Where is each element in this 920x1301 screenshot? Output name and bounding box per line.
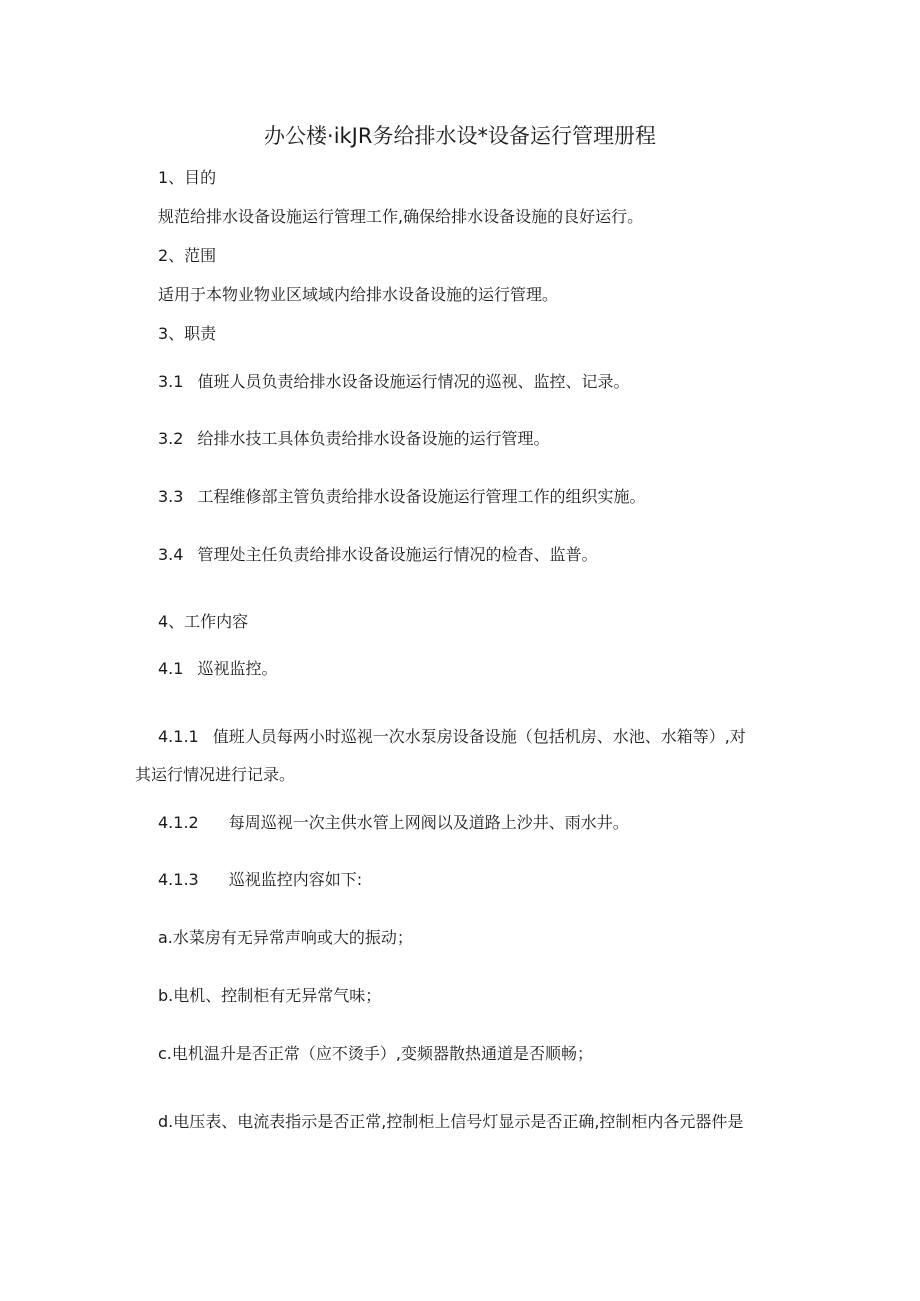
duty-text: 管理处主任负责给排水设备设施运行情况的检杳、监普。 <box>197 545 598 564</box>
duty-text: 值班人员负责给排水设备设施运行情况的巡视、监控、记录。 <box>197 372 630 391</box>
work-text: 值班人员每两小时巡视一次水泵房设备设施（包括机房、水池、水箱等）,对 <box>212 727 746 746</box>
check-item-d: d.电压表、电流表指示是否正常,控制柜上信号灯显示是否正确,控制柜内各元器件是 <box>158 1112 744 1131</box>
check-item-b: b.电机、控制柜有无异常气味； <box>158 986 382 1005</box>
work-number: 4.1.1 <box>158 727 199 746</box>
duty-number: 3.1 <box>158 372 184 391</box>
work-item <box>158 870 362 890</box>
duty-text: 工程维修部主管负责给排水设备设施运行管理工作的组织实施。 <box>197 487 646 506</box>
duty-item <box>158 487 645 507</box>
section-2-heading: 2、范围 <box>158 246 217 265</box>
check-item-a: a.水菜房有无异常声响或大的振动； <box>158 928 413 947</box>
work-number: 4.1.3 <box>158 870 199 889</box>
work-text: 每周巡视一次主供水管上网阀以及道路上沙井、雨水井。 <box>228 813 629 832</box>
duty-text: 给排水技工具体负责给排水设备设施的运行管理。 <box>197 429 550 448</box>
work-text: 巡视监控内容如下: <box>228 870 363 889</box>
duty-number: 3.4 <box>158 545 184 564</box>
work-item-continuation: 其运行情况进行记录。 <box>135 765 296 784</box>
duty-item <box>158 372 629 392</box>
duty-item <box>158 545 597 565</box>
document-title: 办公楼·ikJR务给排水设*设备运行管理册程 <box>264 124 656 148</box>
subsection-text: 巡视监控。 <box>197 659 278 678</box>
duty-number: 3.3 <box>158 487 184 506</box>
work-item <box>158 727 746 747</box>
work-item <box>158 813 629 833</box>
section-2-body: 适用于本物业物业区域域内给排水设备设施的运行管理。 <box>158 285 559 304</box>
subsection-number: 4.1 <box>158 659 184 678</box>
section-3-heading: 3、职责 <box>158 324 217 343</box>
duty-number: 3.2 <box>158 429 184 448</box>
check-item-c: c.电机温升是否正常（应不烫手）,变频器散热通道是否顺畅； <box>158 1044 593 1063</box>
duty-item <box>158 429 549 449</box>
section-1-body: 规范给排水设备设施运行管理工作,确保给排水设备设施的良好运行。 <box>158 207 644 226</box>
section-1-heading: 1、目的 <box>158 168 217 187</box>
section-4-heading: 4、工作内容 <box>158 612 249 631</box>
work-number: 4.1.2 <box>158 813 199 832</box>
subsection-item <box>158 659 277 679</box>
